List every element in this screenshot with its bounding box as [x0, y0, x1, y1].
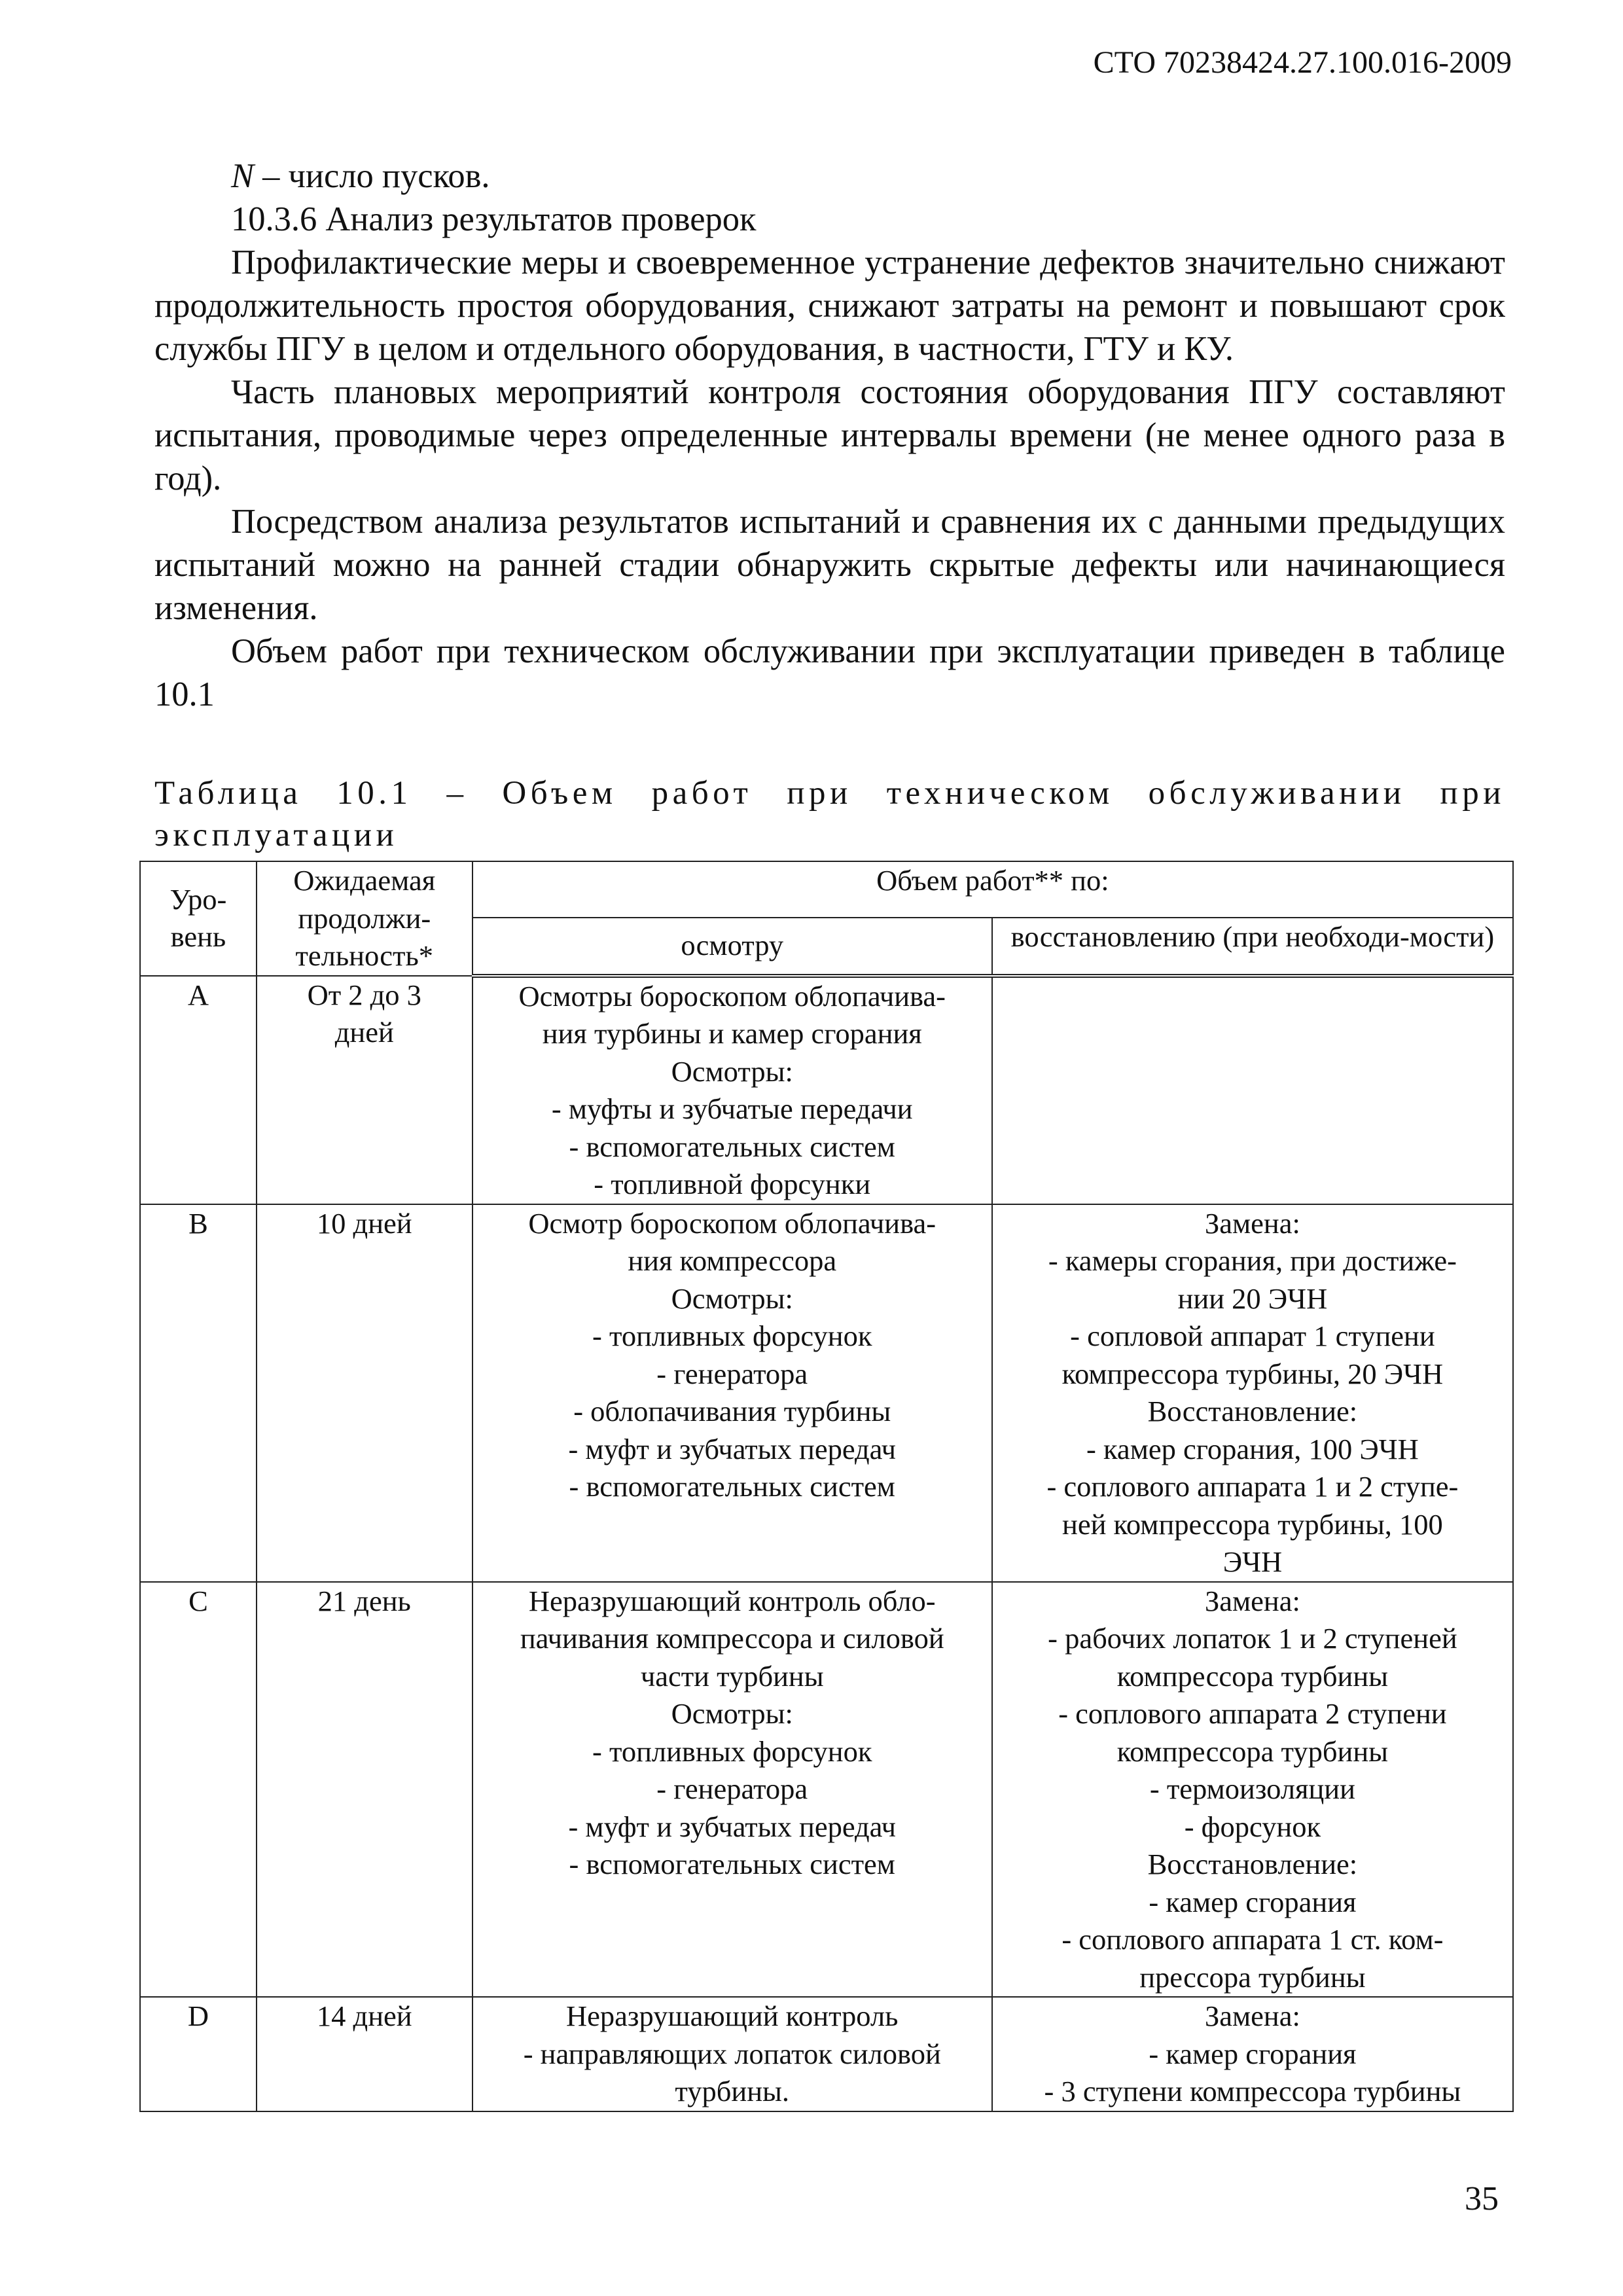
- cell-duration: [257, 1204, 473, 1582]
- cell-line: - муфт и зубчатых передач: [568, 1432, 896, 1465]
- cell-line: Осмотр бороскопом облопачива-: [528, 1206, 936, 1240]
- cell-line: турбины.: [675, 2075, 790, 2108]
- cell-restoration: [992, 1582, 1513, 1998]
- cell-line: Осмотры бороскопом облопачива-: [518, 979, 946, 1013]
- header-level: Уро-вень: [140, 861, 257, 976]
- cell-line: Замена:: [1204, 1206, 1300, 1240]
- paragraph-1: Профилактические меры и своевременное устранение дефектов значительно снижают продолжительность простоя оборудования, снижают затраты на ремонт и повышают срок службы ПГУ в целом и отдельного оборудования, в частности, ГТУ и КУ.: [154, 243, 1505, 368]
- n-definition-text: – число пусков.: [254, 157, 490, 195]
- cell-line: ЭЧН: [1222, 1545, 1283, 1578]
- table-caption: Таблица 10.1 – Объем работ при техническом обслуживании при эксплуатации: [154, 775, 1505, 853]
- cell-line: компрессора турбины: [1116, 1734, 1389, 1768]
- table-row: [140, 1582, 1513, 1998]
- cell-line: - камер сгорания, 100 ЭЧН: [1086, 1432, 1419, 1465]
- cell-line: - направляющих лопаток силовой: [523, 2037, 941, 2070]
- n-symbol: N: [231, 157, 255, 195]
- cell-line: прессора турбины: [1139, 1960, 1366, 1994]
- cell-line: - вспомогательных систем: [569, 1470, 895, 1503]
- cell-line: - форсунок: [1184, 1810, 1321, 1843]
- document-code: СТО 70238424.27.100.016-2009: [1093, 45, 1512, 80]
- cell-line: Осмотры:: [671, 1697, 793, 1730]
- cell-line: - термоизоляции: [1149, 1772, 1355, 1805]
- cell-line: - топливных форсунок: [592, 1319, 872, 1352]
- cell-line: Осмотры:: [671, 1054, 793, 1088]
- cell-line: пачивания компрессора и силовой: [520, 1622, 944, 1655]
- cell-line: 14 дней: [316, 2000, 412, 2032]
- cell-inspection: [473, 1582, 992, 1998]
- cell-line: - генератора: [656, 1357, 808, 1390]
- cell-restoration: [992, 1204, 1513, 1582]
- cell-line: ней компрессора турбины, 100: [1062, 1507, 1443, 1541]
- cell-line: Восстановление:: [1147, 1395, 1358, 1427]
- page-number: 35: [1465, 2180, 1499, 2217]
- cell-line: нии 20 ЭЧН: [1177, 1282, 1328, 1315]
- header-restoration: восстановлению (при необходи-мости): [992, 918, 1513, 976]
- cell-line: - вспомогательных систем: [569, 1848, 895, 1880]
- cell-line: Замена:: [1204, 1584, 1300, 1617]
- cell-level: D: [140, 1997, 257, 2111]
- cell-line: компрессора турбины, 20 ЭЧН: [1061, 1357, 1444, 1390]
- cell-line: - соплового аппарата 1 и 2 ступе-: [1046, 1470, 1459, 1503]
- cell-line: - камер сгорания: [1149, 2037, 1357, 2070]
- cell-line: - соплового аппарата 2 ступени: [1058, 1697, 1447, 1730]
- header-duration: Ожидаемая продолжи-тельность*: [257, 861, 473, 976]
- paragraph-3: Посредством анализа результатов испытаний и сравнения их с данными предыдущих испытаний можно на ранней стадии обнаружить скрытые дефекты или начинающиеся изменения.: [154, 503, 1505, 627]
- cell-line: - соплового аппарата 1 ст. ком-: [1061, 1923, 1444, 1956]
- cell-line: Восстановление:: [1147, 1848, 1358, 1880]
- cell-duration: [257, 1582, 473, 1998]
- cell-line: От 2 до 3: [307, 978, 421, 1011]
- table-row: [140, 1204, 1513, 1582]
- cell-level: B: [140, 1204, 257, 1582]
- cell-line: Замена:: [1204, 2000, 1300, 2032]
- body-text: [154, 154, 1505, 716]
- header-inspection: осмотру: [473, 918, 992, 976]
- cell-line: - камеры сгорания, при достиже-: [1048, 1244, 1457, 1277]
- table-row: [140, 1997, 1513, 2111]
- paragraph-4: Объем работ при техническом обслуживании при эксплуатации приведен в таблице 10.1: [154, 632, 1505, 713]
- cell-line: Осмотры:: [671, 1282, 793, 1315]
- cell-duration: [257, 1997, 473, 2111]
- cell-line: 10 дней: [316, 1206, 412, 1240]
- cell-line: ния турбины и камер сгорания: [542, 1017, 922, 1050]
- header-scope: Объем работ** по:: [473, 861, 1513, 918]
- table-body: [140, 976, 1513, 2111]
- cell-line: Неразрушающий контроль обло-: [528, 1584, 936, 1617]
- cell-restoration: [992, 1997, 1513, 2111]
- cell-duration: [257, 976, 473, 1204]
- cell-inspection: [473, 1204, 992, 1582]
- n-definition-line: [154, 154, 1505, 198]
- cell-line: 21 день: [317, 1584, 411, 1617]
- section-heading: 10.3.6 Анализ результатов проверок: [231, 200, 757, 238]
- cell-line: - 3 ступени компрессора турбины: [1044, 2075, 1461, 2108]
- cell-line: - муфты и зубчатые передачи: [551, 1092, 913, 1125]
- cell-line: компрессора турбины: [1116, 1659, 1389, 1693]
- cell-inspection: [473, 1997, 992, 2111]
- cell-line: - камер сгорания: [1149, 1885, 1357, 1918]
- cell-line: Неразрушающий контроль: [565, 2000, 899, 2032]
- table-row: [140, 976, 1513, 1204]
- maintenance-table: [139, 861, 1514, 2112]
- cell-line: - сопловой аппарат 1 ступени: [1070, 1319, 1435, 1352]
- cell-level: A: [140, 976, 257, 1204]
- cell-restoration: [992, 976, 1513, 1204]
- cell-line: - облопачивания турбины: [573, 1395, 891, 1427]
- cell-line: дней: [334, 1016, 394, 1049]
- cell-line: ния компрессора: [628, 1244, 837, 1277]
- cell-level: C: [140, 1582, 257, 1998]
- cell-line: - муфт и зубчатых передач: [568, 1810, 896, 1843]
- cell-line: - топливной форсунки: [594, 1168, 871, 1200]
- paragraph-2: Часть плановых мероприятий контроля состояния оборудования ПГУ составляют испытания, проводимые через определенные интервалы времени (не менее одного раза в год).: [154, 373, 1505, 497]
- cell-line: - рабочих лопаток 1 и 2 ступеней: [1048, 1622, 1457, 1655]
- cell-line: части турбины: [640, 1659, 824, 1693]
- cell-inspection: [473, 976, 992, 1204]
- cell-line: - топливных форсунок: [592, 1734, 872, 1768]
- cell-line: - вспомогательных систем: [569, 1130, 895, 1163]
- cell-line: - генератора: [656, 1772, 808, 1805]
